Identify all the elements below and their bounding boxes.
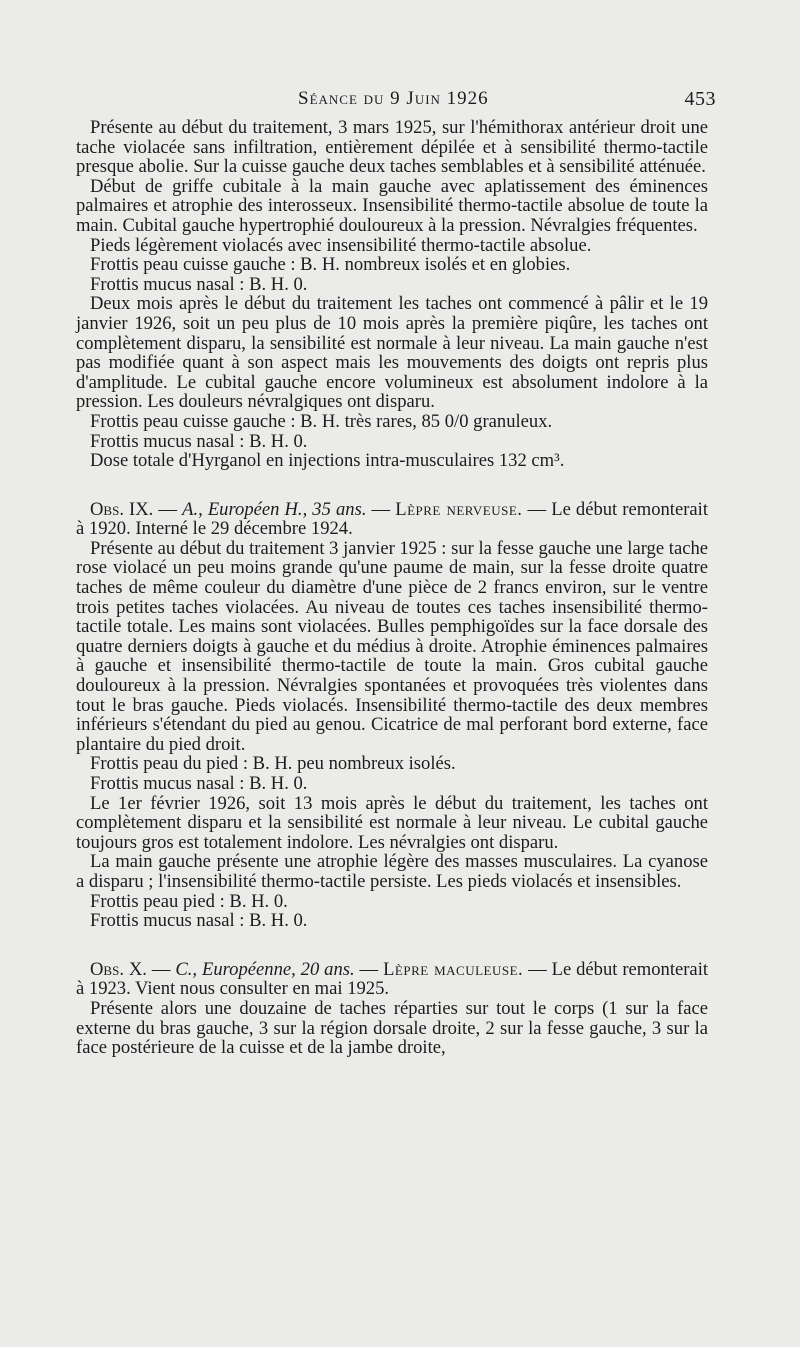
- leprosy-type: Lèpre nerveuse.: [395, 498, 523, 520]
- paragraph: Frottis mucus nasal : B. H. 0.: [90, 273, 308, 295]
- running-head: [76, 88, 716, 118]
- patient-description: A., Européen H., 35 ans.: [182, 498, 367, 520]
- observation-label: Obs. X.: [90, 958, 147, 980]
- dash: —: [354, 958, 384, 980]
- section-gap: [76, 471, 708, 500]
- section-gap: [76, 931, 708, 960]
- observation-9: [76, 500, 708, 931]
- paragraph: Frottis peau cuisse gauche : B. H. très rares, 85 0/0 granuleux.: [90, 410, 553, 432]
- paragraph: Frottis peau cuisse gauche : B. H. nombreux isolés et en globies.: [90, 254, 571, 276]
- observation-10: [76, 960, 708, 1058]
- observation-label: Obs. IX.: [90, 498, 154, 520]
- paragraph: Présente au début du traitement 3 janvier 1925 : sur la fesse gauche une large tache rose violacé un peu moins grande qu'une paume de main, sur la fesse droite quatre taches de même couleur du diamètre d'une pièce de 2 francs environ, sur le ventre trois petites taches violacées. Au niveau de toutes ces taches insensibilité thermo-tactile totale. Les mains sont violacées. Bulles pemphigoïdes sur la face dorsale des quatre derniers doigts à gauche et du médius à droite. Atrophie éminences palmaires à gauche et insensibilité thermo-tactile de toute la main. Gros cubital gauche douloureux à la pression. Névralgies spontanées et provoquées très violentes dans tout le bras gauche. Pieds violacés. Insensibilité thermo-tactile des deux membres inférieurs s'étendant du pied au genou. Cicatrice de mal perforant bord externe, face plantaire du pied droit.: [76, 537, 708, 755]
- heading-rest: — Le début remonterait à 1920. Interné le 29 décembre 1924.: [76, 498, 708, 540]
- paragraph: Deux mois après le début du traitement les taches ont commencé à pâlir et le 19 janvier 1926, soit un peu plus de 10 mois après la première piqûre, les taches ont complètement disparu, la sensibilité est normale à leur niveau. La main gauche n'est pas modifiée quant à son aspect mais les mouvements des doigts ont repris plus d'amplitude. Le cubital gauche encore volumineux est absolument indolore à la pression. Les douleurs névralgiques ont disparu.: [76, 293, 708, 413]
- paragraph: Pieds légèrement violacés avec insensibilité thermo-tactile absolue.: [90, 234, 592, 256]
- page-number: 453: [684, 88, 716, 110]
- paragraph: Dose totale d'Hyrganol en injections intra-musculaires 132 cm³.: [90, 450, 565, 472]
- paragraph: Présente au début du traitement, 3 mars 1925, sur l'hémithorax antérieur droit une tache violacée sans infiltration, entièrement dépilée et à sensibilité thermo-tactile presque abolie. Sur la cuisse gauche deux taches semblables et à sensibilité atténuée.: [76, 117, 708, 178]
- paragraph: Frottis peau du pied : B. H. peu nombreux isolés.: [90, 753, 456, 775]
- running-title: Séance du 9 Juin 1926: [298, 88, 489, 109]
- dash: —: [146, 958, 176, 980]
- dash: —: [153, 498, 183, 520]
- paragraph: Frottis mucus nasal : B. H. 0.: [90, 910, 308, 932]
- observation-8-continued: [76, 118, 708, 471]
- paragraph: Présente alors une douzaine de taches réparties sur tout le corps (1 sur la face externe du bras gauche, 3 sur la région dorsale droite, 2 sur la fesse gauche, 3 sur la face postérieure de la cuisse et de la jambe droite,: [76, 997, 708, 1059]
- body-text: [76, 118, 708, 1058]
- paragraph: Frottis mucus nasal : B. H. 0.: [90, 773, 308, 794]
- patient-description: C., Européenne, 20 ans.: [175, 958, 355, 980]
- leprosy-type: Lèpre maculeuse.: [383, 958, 524, 980]
- heading-rest: — Le début remonterait à 1923. Vient nous consulter en mai 1925.: [76, 958, 709, 1000]
- paragraph: Le 1er février 1926, soit 13 mois après le début du traitement, les taches ont complètement disparu et la sensibilité est normale à leur niveau. Le cubital gauche toujours gros est totalement indolore. Les névralgies ont disparu.: [76, 792, 708, 853]
- observation-heading: [76, 960, 708, 999]
- paragraph: Début de griffe cubitale à la main gauche avec aplatissement des éminences palmaires et atrophie des interosseux. Insensibilité thermo-tactile absolue de toute la main. Cubital gauche hypertrophié douloureux à la pression. Névralgies fréquentes.: [76, 175, 708, 236]
- paragraph: Frottis peau pied : B. H. 0.: [90, 890, 288, 912]
- paragraph: Frottis mucus nasal : B. H. 0.: [90, 430, 308, 452]
- dash: —: [366, 498, 396, 520]
- observation-heading: [76, 500, 708, 539]
- paragraph: La main gauche présente une atrophie légère des masses musculaires. La cyanose a disparu ; l'insensibilité thermo-tactile persiste. Les pieds violacés et insensibles.: [76, 851, 708, 892]
